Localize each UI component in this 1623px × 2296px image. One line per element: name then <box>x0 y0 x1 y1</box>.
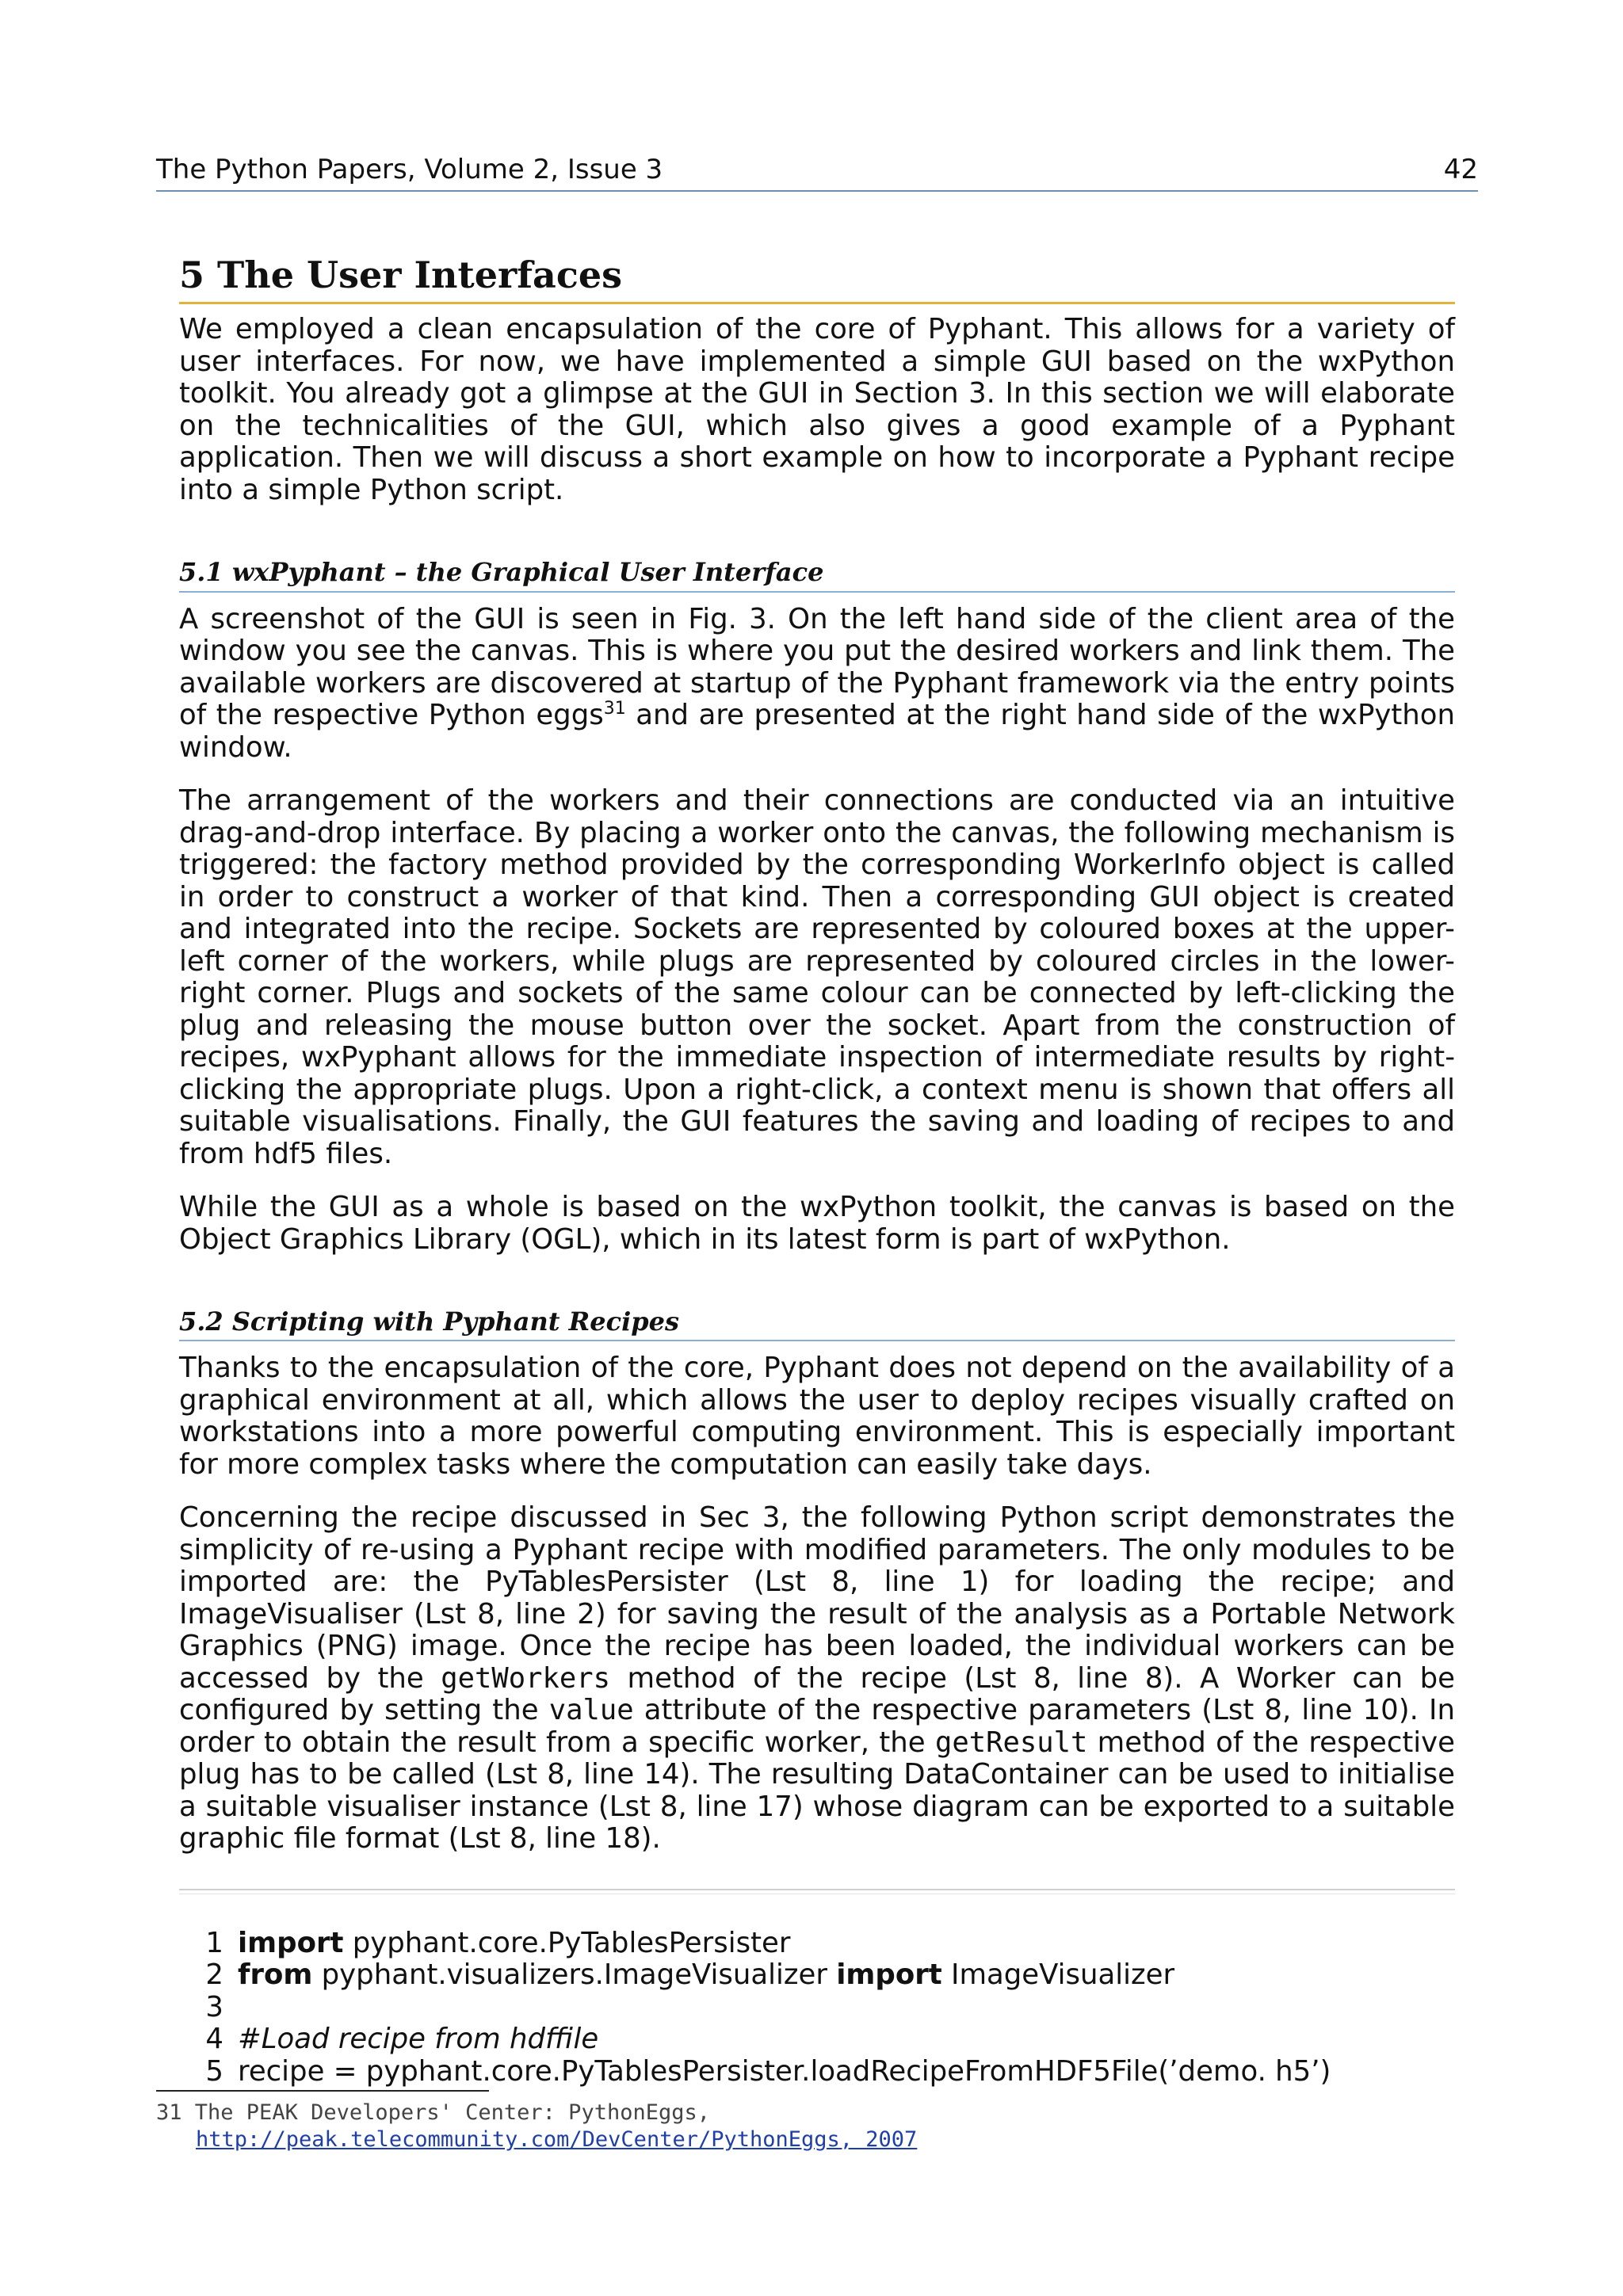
scripting-paragraph-2-c: attribute of the respective parameters (Lst 8, line 10). In order to obtain the result from a specific worker, the <box>179 1694 1455 1759</box>
section-heading: 5 The User Interfaces <box>179 254 1455 304</box>
code-line <box>179 2056 1455 2088</box>
code-listing <box>179 1928 1455 2088</box>
footnote-number: 31 <box>156 2100 182 2125</box>
code-line <box>179 1928 1455 1960</box>
line-number: 5 <box>205 2054 223 2088</box>
code-rest: pyphant.core.PyTablesPersister <box>343 1926 791 1959</box>
journal-title: The Python Papers, Volume 2, Issue 3 <box>156 154 663 185</box>
scripting-paragraph-2-d: method of the respective plug has to be called (Lst 8, line 14). The resulting DataContainer can be used to initialise a suitable visualiser instance (Lst 8, line 17) whose diagram can be exported to a suitable graphic file format (Lst 8, line 18). <box>179 1726 1455 1855</box>
line-number: 1 <box>205 1926 223 1959</box>
inline-code-getresult: getResult <box>934 1726 1088 1759</box>
scripting-paragraph-2-a: Concerning the recipe discussed in Sec 3, the following Python script demonstrates the simplicity of re-using a Pyphant recipe with modified parameters. The only modules to be imported are: the PyTablesPersister (Lst 8, line 1) for loading the recipe; and ImageVisualiser (Lst 8, line 2) for saving the result of the analysis as a Portable Network Graphics (PNG) image. Once the recipe has been loaded, the individual workers can be accessed by the <box>179 1501 1455 1695</box>
code-line <box>179 2023 1455 2056</box>
keyword: from <box>238 1958 313 1992</box>
scripting-paragraph-1: Thanks to the encapsulation of the core, Pyphant does not depend on the availability of a graphical environment at all, which allows the user to deploy recipes visually crafted on workstations into a more powerful computing environment. This is especially important for more complex tasks where the computation can easily take days. <box>179 1352 1455 1481</box>
footnote-ref-31: 31 <box>603 699 626 719</box>
gui-paragraph-1-tail: and are presented at the right hand side of the wxPython window. <box>179 699 1456 764</box>
code-text <box>238 1959 1174 1992</box>
keyword: import <box>836 1958 942 1992</box>
line-number: 3 <box>205 1990 223 2023</box>
inline-code-value: value <box>548 1694 634 1727</box>
code-rest: ImageVisualizer <box>941 1958 1175 1992</box>
scripting-paragraph-2-b: method of the recipe (Lst 8, line 8). A Worker can be configured by setting the <box>179 1661 1456 1727</box>
footnote-line <box>156 2126 917 2153</box>
listing-top-rule <box>179 1889 1455 1894</box>
gui-paragraph-1-text: A screenshot of the GUI is seen in Fig. 3. On the left hand side of the client area of the window you see the canvas. This is where you put the desired workers and link them. The available workers are discovered at startup of the Pyphant framework via the entry points of the respective Python eggs <box>179 602 1455 732</box>
code-line <box>179 1992 1455 2024</box>
footnote-text: The PEAK Developers' Center: PythonEggs, <box>194 2100 710 2125</box>
footnote-separator <box>156 2090 489 2092</box>
page-number: 42 <box>1443 154 1478 185</box>
main-content <box>179 254 1455 2088</box>
code-text <box>238 1928 790 1960</box>
subsection-heading-scripting: 5.2 Scripting with Pyphant Recipes <box>179 1306 1455 1341</box>
code-rest: pyphant.visualizers.ImageVisualizer <box>312 1958 837 1992</box>
footnote-31 <box>156 2100 917 2153</box>
scripting-paragraph-2 <box>179 1502 1455 1855</box>
keyword: import <box>238 1926 344 1959</box>
gui-paragraph-3: While the GUI as a whole is based on the wxPython toolkit, the canvas is based on the Object Graphics Library (OGL), which in its latest form is part of wxPython. <box>179 1191 1455 1256</box>
code-line <box>179 1959 1455 1992</box>
footnote-link[interactable]: http://peak.telecommunity.com/DevCenter/PythonEggs, 2007 <box>196 2127 918 2152</box>
subsection-heading-wxpyphant: 5.1 wxPyphant – the Graphical User Interface <box>179 557 1455 592</box>
running-header <box>156 152 1478 192</box>
code-rest: recipe = pyphant.core.PyTablesPersister.loadRecipeFromHDF5File(’demo. h5’) <box>238 2054 1331 2088</box>
gui-paragraph-2: The arrangement of the workers and their connections are conducted via an intuitive drag-and-drop interface. By placing a worker onto the canvas, the following mechanism is triggered: the factory method provided by the corresponding WorkerInfo object is called in order to construct a worker of that kind. Then a corresponding GUI object is created and integrated into the recipe. Sockets are represented by coloured boxes at the upper-left corner of the workers, while plugs are represented by coloured circles in the lower-right corner. Plugs and sockets of the same colour can be connected by left-clicking the plug and releasing the mouse button over the socket. Apart from the construction of recipes, wxPyphant allows for the immediate inspection of intermediate results by right-clicking the appropriate plugs. Upon a right-click, a context menu is shown that offers all suitable visualisations. Finally, the GUI features the saving and loading of recipes to and from hdf5 files. <box>179 784 1455 1170</box>
gui-paragraph-1 <box>179 604 1455 765</box>
footnote-line <box>156 2100 917 2126</box>
line-number: 2 <box>205 1958 223 1992</box>
code-comment: #Load recipe from hdffile <box>238 2023 599 2056</box>
inline-code-getworkers: getWorkers <box>441 1661 610 1695</box>
line-number: 4 <box>205 2023 223 2056</box>
section-intro-paragraph: We employed a clean encapsulation of the core of Pyphant. This allows for a variety of user interfaces. For now, we have implemented a simple GUI based on the wxPython toolkit. You already got a glimpse at the GUI in Section 3. In this section we will elaborate on the technicalities of the GUI, which also gives a good example of a Pyphant application. Then we will discuss a short example on how to incorporate a Pyphant recipe into a simple Python script. <box>179 313 1455 506</box>
